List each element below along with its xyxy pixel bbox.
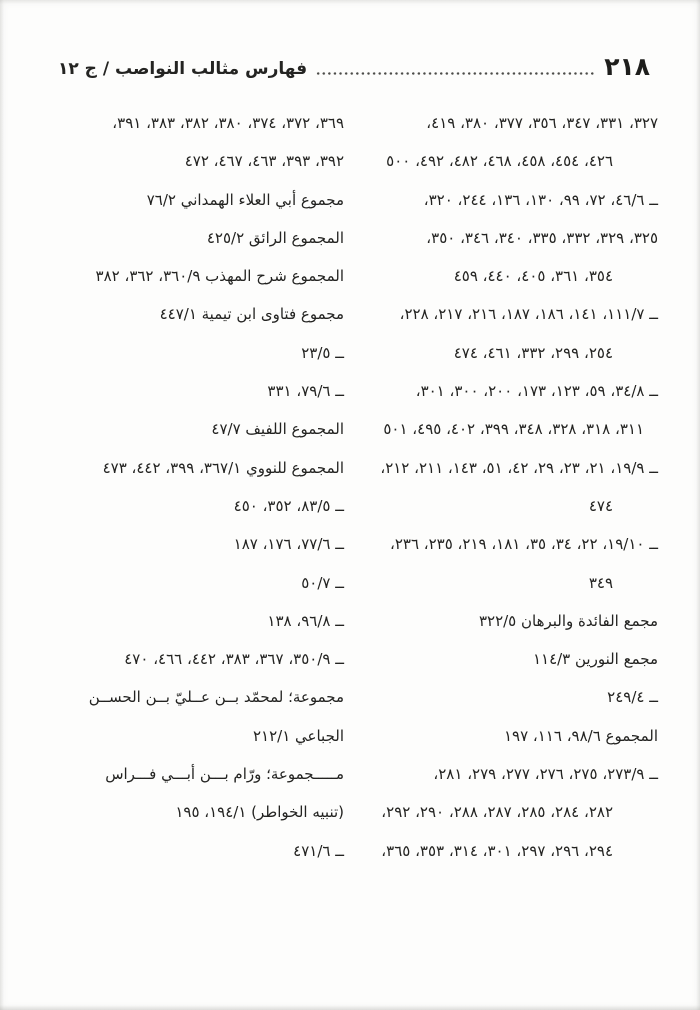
index-line: ــ ٣٤/٨، ٥٩، ١٢٣، ١٧٣، ٢٠٠، ٣٠٠، ٣٠١، [415,382,658,401]
index-line: مجموعة؛ لمحمّد بــن عــليّ بــن الحســن [88,688,344,707]
scan-edge-top [0,0,700,4]
scan-edge-bottom [0,1005,700,1010]
index-line: المجموع ٩٨/٦، ١١٦، ١٩٧ [503,726,658,745]
index-line: مـــــجموعة؛ ورّام بـــن أبـــي فـــراس [105,765,344,784]
index-line: مجموع أبي العلاء الهمداني ٧٦/٢ [146,190,344,209]
index-line: ٢٥٤، ٢٩٩، ٣٣٢، ٤٦١، ٤٧٤ [453,343,613,362]
index-line: ــ ٤٧١/٦ [293,841,344,860]
index-line: ــ ١١١/٧، ١٤١، ١٨٦، ١٨٧، ٢١٦، ٢١٧، ٢٢٨، [399,305,658,324]
page-number: ٢١٨ [604,52,650,81]
index-line: ٤٢٦، ٤٥٤، ٤٥٨، ٤٦٨، ٤٨٢، ٤٩٢، ٥٠٠ [386,152,613,171]
index-line: المجموع اللفيف ٤٧/٧ [211,420,344,439]
index-line: ٣٢٧، ٣٣١، ٣٤٧، ٣٥٦، ٣٧٧، ٣٨٠، ٤١٩، [426,114,658,132]
index-line: مجمع الفائدة والبرهان ٣٢٢/٥ [478,611,658,630]
index-column-left [38,104,344,870]
index-line: ٣١١، ٣١٨، ٣٢٨، ٣٤٨، ٣٩٩، ٤٠٢، ٤٩٥، ٥٠١ [383,420,644,439]
index-column-right [352,104,658,870]
index-line: ــ ٢٣/٥ [301,343,344,362]
index-line: ٣٢٥، ٣٢٩، ٣٣٢، ٣٣٥، ٣٤٠، ٣٤٦، ٣٥٠، [426,228,658,247]
index-line: الجباعي ٢١٢/١ [252,726,344,745]
index-line: ٣٦٩، ٣٧٢، ٣٧٤، ٣٨٠، ٣٨٢، ٣٨٣، ٣٩١، [112,114,344,132]
index-line: ــ ١٩/٩، ٢١، ٢٣، ٢٩، ٤٢، ٥١، ١٤٣، ٢١١، ٢١٢، [380,458,658,477]
scan-edge-left [0,0,4,1010]
index-line: ــ ٢٤٩/٤ [607,688,658,707]
scan-edge-right [696,0,700,1010]
dotted-leader [316,71,595,76]
index-line: ــ ٤٦/٦، ٧٢، ٩٩، ١٣٠، ١٣٦، ٢٤٤، ٣٢٠، [423,190,658,209]
index-line: مجمع النورين ١١٤/٣ [532,650,658,669]
index-line: ٣٥٤، ٣٦١، ٤٠٥، ٤٤٠، ٤٥٩ [453,267,613,286]
index-line: ٢٩٤، ٢٩٦، ٢٩٧، ٣٠١، ٣١٤، ٣٥٣، ٣٦٥، [381,841,613,860]
index-line: ٤٧٤ [588,496,613,515]
index-line: ــ ٩٦/٨، ١٣٨ [267,611,344,630]
index-line: المجموع شرح المهذب ٣٦٠/٩، ٣٦٢، ٣٨٢ [95,267,344,286]
index-line: ــ ٥٠/٧ [301,573,344,592]
index-line: (تنبيه الخواطر) ١٩٤/١، ١٩٥ [175,803,344,822]
index-line: ــ ٨٣/٥، ٣٥٢، ٤٥٠ [233,496,344,515]
running-head [58,54,650,79]
index-line: المجموع للنووي ٣٦٧/١، ٣٩٩، ٤٤٢، ٤٧٣ [102,458,344,477]
index-line: ــ ٧٩/٦، ٣٣١ [267,382,344,401]
index-line: المجموع الرائق ٤٢٥/٢ [206,228,344,247]
running-head-title: فهارس مثالب النواصب / ج ١٢ [58,58,308,79]
index-line: ــ ٣٥٠/٩، ٣٦٧، ٣٨٣، ٤٤٢، ٤٦٦، ٤٧٠ [124,650,344,669]
index-line: مجموع فتاوى ابن تيمية ٤٤٧/١ [159,305,344,324]
index-line: ٣٩٢، ٣٩٣، ٤٦٣، ٤٦٧، ٤٧٢ [184,152,344,171]
index-line: ــ ٧٧/٦، ١٧٦، ١٨٧ [233,535,344,554]
index-line: ــ ٢٧٣/٩، ٢٧٥، ٢٧٦، ٢٧٧، ٢٧٩، ٢٨١، [433,765,658,784]
index-line: ٣٤٩ [588,573,613,592]
index-line: ٢٨٢، ٢٨٤، ٢٨٥، ٢٨٧، ٢٨٨، ٢٩٠، ٢٩٢، [381,803,613,822]
index-line: ــ ١٩/١٠، ٢٢، ٣٤، ٣٥، ١٨١، ٢١٩، ٢٣٥، ٢٣٦، [389,535,658,554]
